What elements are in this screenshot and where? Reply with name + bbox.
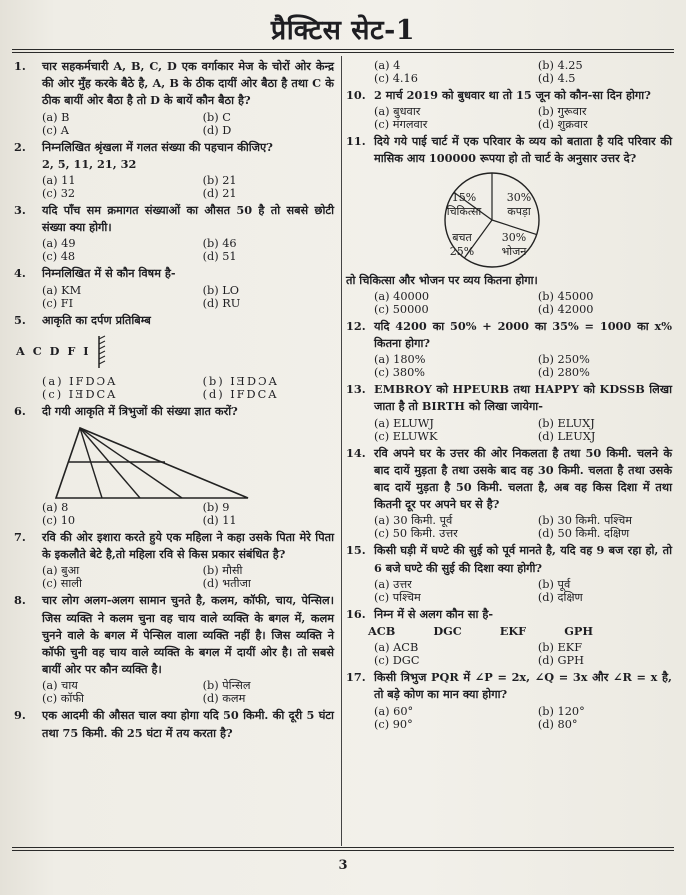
question-number: 13.	[346, 382, 366, 397]
pie-label-food: भोजन	[501, 244, 527, 258]
option-c[interactable]: (c) 50000	[374, 302, 429, 316]
question-number: 15.	[346, 543, 366, 558]
question-number: 17.	[346, 670, 366, 685]
question-number: 7.	[14, 530, 26, 545]
option-b[interactable]: (b) 46	[202, 237, 237, 251]
question-10	[346, 87, 672, 131]
option-c[interactable]: (c) मंगलवार	[374, 118, 428, 132]
option-b[interactable]: (b) 9	[202, 501, 230, 515]
question-number: 14.	[346, 445, 366, 460]
letter-group: GPH	[564, 624, 594, 639]
question-8	[14, 592, 334, 705]
options	[374, 59, 672, 85]
question-text: निम्नलिखित श्रृंखला में गलत संख्या की पहचान कीजिए?	[42, 139, 273, 154]
question-text: यदि 4200 का 50% + 2000 का 35% = 1000 का x% कितना होगा?	[374, 318, 672, 351]
question-text: चार लोग अलग-अलग सामान चुनते है, कलम, कॉफी, चाय, पेन्सिल। जिस व्यक्ति ने कलम चुना वह चाय वाले व्यक्ति के बगल में, कलम चुनने वाले के बगल में पेन्सिल वाला व्यक्ति नहीं है। जिस व्यक्ति ने कॉफी चुनी वह चाय वाले व्यक्ति के बगल में दायीं ओर है। तो सबसे बायीं ओर पर कौन व्यक्ति है।	[42, 593, 334, 677]
question-2	[14, 139, 334, 200]
question-text: रवि की ओर इशारा करते हुये एक महिला ने कहा उसके पिता मेरे पिता के इकलौते बेटे है,तो महिला रवि से किस प्रकार संबंधित है?	[42, 530, 334, 562]
triangle-figure	[52, 422, 252, 500]
question-5	[14, 312, 334, 401]
option-a[interactable]: (a) बुआ	[42, 564, 80, 578]
option-c[interactable]: (c) 50 किमी. उत्तर	[374, 527, 458, 541]
bottom-rule-thin	[12, 850, 674, 851]
letter-groups	[368, 623, 672, 640]
option-b[interactable]: (b) C	[202, 110, 231, 124]
question-9-options	[346, 59, 672, 85]
top-rule	[12, 49, 674, 50]
option-a[interactable]: (a) IFDƆA	[42, 374, 118, 388]
pie-label-medical-pct: 15%	[451, 190, 477, 204]
question-13	[346, 381, 672, 442]
option-d[interactable]: (d) कलम	[202, 692, 246, 706]
option-b[interactable]: (b) 21	[202, 174, 237, 188]
options	[374, 641, 672, 667]
question-text: आकृति का दर्पण प्रतिबिम्ब	[42, 312, 151, 327]
bottom-rule	[12, 847, 674, 848]
option-b[interactable]: (b) 45000	[537, 289, 594, 303]
question-text: चार सहकर्मचारी A, B, C, D एक वर्गाकार मेज के चोरों ओर केन्द्र की ओर मुँह करके बैठे है, A, B के ठीक दायीं ओर बैठा है तथा C के ठीक बायीं ओर बैठा है तो D के बायें कौन बैठा है?	[42, 59, 334, 108]
option-d[interactable]: (d) 11	[202, 514, 237, 528]
option-d[interactable]: (d) 21	[202, 187, 237, 201]
option-c[interactable]: (c) 380%	[374, 366, 426, 380]
option-d[interactable]: (d) 280%	[537, 366, 590, 380]
question-number: 3.	[14, 203, 26, 218]
option-c[interactable]: (c) 4.16	[374, 72, 418, 85]
option-d[interactable]: (d) GPH	[537, 654, 585, 668]
option-a[interactable]: (a) 4	[374, 59, 401, 72]
option-b[interactable]: (b) LO	[202, 283, 239, 297]
options	[374, 705, 672, 731]
options	[42, 375, 334, 401]
question-text: एक आदमी की औसत चाल क्या होगा यदि 50 किमी. की दूरी 5 घंटा तथा 75 किमी. की 25 घंटा में तय करता है?	[42, 708, 334, 740]
question-11	[346, 133, 672, 316]
page-number: 3	[338, 858, 348, 873]
option-d[interactable]: (d) शुक्रवार	[537, 118, 588, 132]
pie-label-clothes-pct: 30%	[506, 190, 532, 204]
question-17	[346, 669, 672, 730]
option-a[interactable]: (a) 180%	[374, 353, 426, 367]
question-number: 12.	[346, 318, 366, 333]
question-number: 5.	[14, 312, 26, 327]
pie-label-clothes: कपड़ा	[507, 204, 531, 218]
pie-label-medical: चिकित्सा	[446, 204, 482, 218]
option-b[interactable]: (b) पेन्सिल	[202, 679, 251, 693]
question-7	[14, 529, 334, 590]
page-title: प्रैक्टिस सेट-1	[270, 15, 416, 46]
option-d[interactable]: (d) RU	[202, 296, 241, 310]
option-c[interactable]: (c) DGC	[374, 654, 420, 668]
question-number: 8.	[14, 593, 26, 608]
option-c[interactable]: (c) पश्चिम	[374, 590, 421, 604]
option-c[interactable]: (c) कॉफी	[42, 692, 84, 706]
option-d[interactable]: (d) D	[202, 123, 232, 137]
right-column	[346, 58, 672, 731]
question-14	[346, 445, 672, 541]
question-9	[14, 707, 334, 741]
option-c[interactable]: (c) A	[42, 123, 69, 137]
option-a[interactable]: (a) 49	[42, 237, 76, 251]
letter-group: ACB	[368, 624, 396, 639]
options	[374, 353, 672, 379]
option-b[interactable]: (b) 4.25	[537, 59, 583, 72]
question-followup: तो चिकित्सा और भोजन पर व्यय कितना होगा।	[346, 272, 538, 287]
options	[42, 174, 334, 200]
mirror-figure	[16, 335, 334, 369]
question-number: 9.	[14, 708, 26, 723]
question-text: EMBROY को HPEURB तथा HAPPY को KDSSB लिखा जाता है तो BIRTH को लिखा जायेगा-	[374, 382, 672, 414]
question-number: 10.	[346, 88, 366, 102]
options	[374, 417, 672, 443]
option-d[interactable]: (d) 42000	[537, 302, 594, 316]
option-b[interactable]: (b) 30 किमी. पश्चिम	[537, 514, 633, 528]
question-text: किसी घड़ी में घण्टे की सुई को पूर्व मानते है, यदि वह 9 बज रहा हो, तो 6 बजे घण्टे की सुई की दिशा क्या होगी?	[374, 543, 672, 575]
question-number: 2.	[14, 139, 26, 154]
mirror-line-icon	[97, 335, 107, 369]
question-text: यदि पाँच सम क्रमागत संख्याओं का औसत 50 है तो सबसे छोटी संख्या क्या होगी।	[42, 203, 334, 235]
option-a[interactable]: (a) ELUWJ	[374, 416, 434, 430]
letter-group: EKF	[499, 624, 527, 639]
option-a[interactable]: (a) 8	[42, 501, 69, 515]
pie-label-savings: बचत	[452, 230, 472, 244]
option-c[interactable]: (c) ELUWK	[374, 429, 438, 443]
options	[374, 578, 672, 604]
option-c[interactable]: (c) साली	[42, 577, 82, 591]
question-15	[346, 542, 672, 603]
question-number: 11.	[346, 134, 366, 149]
options	[374, 105, 672, 131]
question-text: निम्नलिखित में से कौन विषम है-	[42, 266, 176, 281]
option-a[interactable]: (a) उत्तर	[374, 577, 412, 591]
option-a[interactable]: (a) 11	[42, 174, 76, 188]
option-d[interactable]: (d) दक्षिण	[537, 590, 583, 604]
question-text: दी गयी आकृति में त्रिभुजों की संख्या ज्ञात करों?	[42, 403, 238, 418]
option-a[interactable]: (a) 30 किमी. पूर्व	[374, 514, 453, 528]
column-divider	[341, 56, 342, 846]
top-rule-thin	[12, 52, 674, 53]
option-a[interactable]: (a) 60°	[374, 704, 414, 718]
pie-label-savings-pct: 25%	[449, 244, 475, 258]
question-12	[346, 318, 672, 379]
question-number: 1.	[14, 59, 26, 73]
question-text: किसी त्रिभुज PQR में ∠P = 2x, ∠Q = 3x और ∠R = x है, तो बड़े कोण का मान क्या होगा?	[374, 670, 672, 702]
question-number: 4.	[14, 266, 26, 281]
option-d[interactable]: (d) 51	[202, 250, 237, 264]
option-a[interactable]: (a) बुधवार	[374, 105, 421, 119]
question-6	[14, 403, 334, 527]
option-d[interactable]: (d) IFDCA	[202, 387, 279, 401]
question-text: दिये गये पाई चार्ट में एक परिवार के व्यय को बताता है यदि परिवार की मासिक आय 100000 रूपया हो तो चार्ट के अनुसार उत्तर दे?	[374, 134, 672, 166]
option-a[interactable]: (a) ACB	[374, 641, 419, 655]
option-c[interactable]: (c) 32	[42, 187, 76, 201]
question-text: रवि अपने घर के उत्तर की ओर निकलता है तथा 50 किमी. चलने के बाद दायें मुड़ता है तथा उसके बाद वह 30 किमी. चलता है तथा उसके बाद दायें मुड़ता है 50 किमी. चलता है, अब वह किस दिशा में तथा कितनी दूर पर अपने घर से है?	[374, 445, 672, 512]
question-3	[14, 202, 334, 263]
question-number: 6.	[14, 403, 26, 418]
option-a[interactable]: (a) B	[42, 110, 70, 124]
options	[42, 679, 334, 705]
option-d[interactable]: (d) 4.5	[537, 72, 576, 85]
option-d[interactable]: (d) LEUXJ	[537, 429, 596, 443]
options	[42, 237, 334, 263]
question-16	[346, 606, 672, 667]
option-b[interactable]: (b) मौसी	[202, 564, 243, 578]
letter-group: DGC	[433, 624, 462, 639]
options	[42, 564, 334, 590]
option-b[interactable]: (b) ELUXJ	[537, 416, 595, 430]
figure-letters: A C D F I	[16, 344, 91, 359]
option-c[interactable]: (c) FI	[42, 296, 74, 310]
options	[42, 284, 334, 310]
number-series: 2, 5, 11, 21, 32	[42, 156, 137, 171]
option-a[interactable]: (a) 40000	[374, 289, 430, 303]
option-c[interactable]: (c) 10	[42, 514, 76, 528]
option-a[interactable]: (a) KM	[42, 283, 82, 297]
option-b[interactable]: (b) 250%	[537, 353, 590, 367]
option-b[interactable]: (b) पूर्व	[537, 577, 571, 591]
question-text: निम्न में से अलग कौन सा है-	[374, 606, 494, 621]
options	[374, 514, 672, 540]
question-1	[14, 58, 334, 137]
pie-chart	[374, 170, 674, 270]
options	[42, 111, 334, 137]
question-4	[14, 265, 334, 309]
option-a[interactable]: (a) चाय	[42, 679, 78, 693]
option-c[interactable]: (c) IƎDCA	[42, 387, 118, 401]
pie-label-food-pct: 30%	[501, 230, 527, 244]
option-c[interactable]: (c) 90°	[374, 717, 413, 731]
option-b[interactable]: (b) 120°	[537, 704, 585, 718]
question-number: 16.	[346, 606, 366, 621]
option-b[interactable]: (b) IƎDƆA	[202, 374, 279, 388]
left-column	[14, 58, 334, 742]
option-d[interactable]: (d) 50 किमी. दक्षिण	[537, 527, 630, 541]
option-b[interactable]: (b) EKF	[537, 641, 583, 655]
option-d[interactable]: (d) भतीजा	[202, 577, 251, 591]
option-b[interactable]: (b) गुरूवार	[537, 105, 587, 119]
options	[374, 290, 672, 316]
option-d[interactable]: (d) 80°	[537, 717, 578, 731]
option-c[interactable]: (c) 48	[42, 250, 76, 264]
question-text: 2 मार्च 2019 को बुधवार था तो 15 जून को कौन-सा दिन होगा?	[374, 88, 651, 102]
options	[42, 501, 334, 527]
